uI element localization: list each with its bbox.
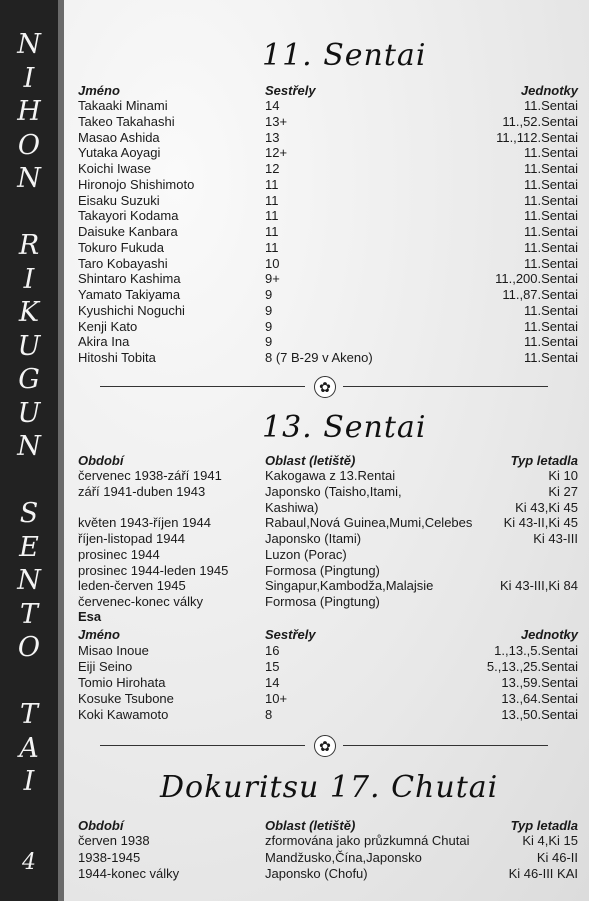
flower-ornament-icon: ✿: [314, 735, 336, 757]
table-cell-name: Misao Inoue: [78, 643, 149, 658]
sidebar-letter: U: [17, 397, 41, 429]
sidebar-letter: H: [17, 96, 41, 127]
table-cell-kills: 9+: [265, 271, 280, 287]
table-cell-units: 11.,200.Sentai: [495, 271, 578, 287]
aces-header-kills: Sestřely: [265, 627, 316, 642]
table-cell-units: 11.Sentai: [524, 145, 578, 161]
sidebar-letter: I: [23, 62, 35, 94]
table-cell-period: červen 1938: [78, 833, 150, 848]
table-cell-units: 11.,52.Sentai: [502, 113, 578, 129]
table-cell-period: prosinec 1944: [78, 546, 160, 562]
table-cell-name: Eiji Seino: [78, 659, 133, 674]
table-cell-area: Formosa (Pingtung): [265, 562, 380, 578]
table-cell-type: Ki 43,Ki 45: [515, 499, 578, 515]
table-cell-units: 13.,59.Sentai: [501, 675, 578, 690]
table-cell-units: 11.Sentai: [524, 161, 578, 176]
header-period: Období: [78, 818, 124, 833]
table-cell-name: Masao Ashida: [78, 129, 160, 145]
table-cell-period: červenec-konec války: [78, 594, 203, 609]
table-cell-kills: 11: [265, 176, 279, 192]
table-cell-kills: 10: [265, 255, 280, 271]
table-cell-period: červenec 1938-září 1941: [78, 468, 222, 483]
aces-label: Esa: [78, 609, 102, 624]
table-cell-period: září 1941-duben 1943: [78, 483, 206, 499]
table-cell-units: 11.Sentai: [524, 98, 578, 113]
sidebar-letter: N: [17, 29, 41, 60]
sidebar-letter: N: [17, 163, 41, 194]
table-cell-area: Rabaul,Nová Guinea,Mumi,Celebes: [265, 515, 473, 531]
header-area: Oblast (letiště): [265, 818, 356, 833]
divider-line: [100, 745, 305, 746]
table-cell-units: 11.Sentai: [524, 350, 578, 365]
table-cell-name: Kosuke Tsubone: [78, 691, 174, 706]
table-cell-type: Ki 4,Ki 15: [522, 833, 578, 848]
table-cell-units: 5.,13.,25.Sentai: [486, 659, 578, 674]
table-cell-units: 11.,112.Sentai: [496, 129, 578, 145]
table-cell-name: Daisuke Kanbara: [78, 224, 178, 239]
table-cell-units: 11.Sentai: [524, 208, 578, 224]
table-cell-area: Formosa (Pingtung): [265, 594, 380, 609]
table-cell-area: Singapur,Kambodža,Malajsie: [265, 578, 434, 594]
header-units: Jednotky: [520, 83, 578, 98]
table-cell-name: Yutaka Aoyagi: [78, 145, 161, 161]
table-cell-area: Luzon (Porac): [265, 546, 347, 562]
table-cell-area: Kashiwa): [265, 499, 319, 515]
table-cell-area: Mandžusko,Čína,Japonsko: [265, 849, 422, 865]
table-cell-kills: 9: [265, 302, 273, 318]
table-cell-kills: 16: [265, 643, 280, 658]
table-cell-kills: 14: [265, 98, 280, 113]
section-title-13-sentai: 13. Sentai: [262, 410, 427, 445]
sidebar-letter: U: [17, 330, 41, 362]
table-cell-period: 1938-1945: [78, 849, 141, 865]
table-cell-name: Hironojo Shishimoto: [78, 176, 195, 192]
table-cell-type: Ki 43-III: [533, 531, 578, 546]
table-cell-kills: 12+: [265, 145, 288, 161]
table-cell-type: Ki 46-III KAI: [508, 866, 578, 881]
table-cell-name: Kyushichi Noguchi: [78, 302, 185, 318]
table-cell-period: květen 1943-říjen 1944: [78, 515, 211, 531]
sidebar-letter: O: [17, 632, 41, 663]
sidebar-letter: T: [19, 598, 38, 630]
table-cell-name: Tomio Hirohata: [78, 675, 166, 690]
flower-ornament-icon: ✿: [314, 376, 336, 398]
aces-header-units: Jednotky: [520, 627, 578, 642]
divider-line: [100, 386, 305, 387]
table-cell-name: Shintaro Kashima: [78, 271, 181, 287]
page-number: 4: [22, 850, 36, 875]
table-cell-kills: 8: [265, 707, 273, 722]
table-cell-units: 13.,64.Sentai: [501, 691, 578, 706]
header-type: Typ letadla: [510, 818, 578, 833]
table-cell-kills: 11: [265, 239, 279, 255]
aces-header-name: Jméno: [78, 627, 120, 642]
table-cell-kills: 13+: [265, 113, 288, 129]
section-title-dokuritsu-17-chutai: Dokuritsu 17. Chutai: [160, 770, 499, 805]
sidebar-letter: I: [23, 263, 35, 295]
sidebar-letter: K: [18, 297, 40, 328]
table-cell-kills: 14: [265, 675, 280, 690]
table-cell-units: 13.,50.Sentai: [501, 707, 578, 722]
table-cell-name: Hitoshi Tobita: [78, 350, 156, 365]
table-cell-type: Ki 10: [548, 468, 578, 483]
sidebar-banner: [0, 0, 64, 901]
table-cell-units: 11.,87.Sentai: [502, 287, 578, 302]
table-cell-type: Ki 43-III,Ki 84: [499, 578, 578, 594]
divider-line: [343, 386, 548, 387]
table-cell-kills: 10+: [265, 691, 288, 706]
table-cell-type: Ki 27: [548, 483, 578, 499]
table-cell-area: Kakogawa z 13.Rentai: [265, 468, 396, 483]
table-cell-area: Japonsko (Itami): [265, 531, 362, 546]
table-cell-period: 1944-konec války: [78, 866, 180, 881]
sidebar-letter: S: [19, 498, 39, 529]
table-cell-period: prosinec 1944-leden 1945: [78, 562, 229, 578]
table-cell-kills: 15: [265, 659, 280, 674]
table-cell-name: Taro Kobayashi: [78, 255, 168, 271]
sidebar-letter: O: [17, 129, 41, 161]
table-cell-units: 11.Sentai: [524, 302, 578, 318]
table-cell-name: Kenji Kato: [78, 318, 138, 334]
header-period: Období: [78, 453, 124, 468]
table-cell-units: 11.Sentai: [524, 334, 578, 350]
sidebar-letter: T: [19, 699, 38, 730]
table-cell-name: Akira Ina: [78, 334, 130, 350]
sidebar-letter: G: [18, 364, 40, 395]
table-cell-kills: 9: [265, 318, 273, 334]
table-cell-units: 11.Sentai: [524, 239, 578, 255]
divider-line: [343, 745, 548, 746]
table-cell-period: leden-červen 1945: [78, 578, 186, 594]
table-cell-kills: 11: [265, 208, 279, 224]
table-cell-name: Koichi Iwase: [78, 161, 151, 176]
table-cell-units: 11.Sentai: [524, 176, 578, 192]
table-cell-area: Japonsko (Taisho,Itami,: [265, 483, 402, 499]
sidebar-letter: E: [19, 531, 39, 563]
sidebar-letter: A: [19, 732, 39, 764]
sidebar-edge: [58, 0, 64, 901]
table-cell-name: Takeo Takahashi: [78, 113, 175, 129]
table-cell-units: 1.,13.,5.Sentai: [494, 643, 578, 658]
table-cell-name: Eisaku Suzuki: [78, 192, 160, 208]
table-cell-kills: 11: [265, 224, 279, 239]
sidebar-letter: R: [18, 230, 40, 261]
table-cell-name: Takayori Kodama: [78, 208, 179, 224]
table-cell-area: zformována jako průzkumná Chutai: [265, 833, 470, 848]
sidebar-letter: I: [23, 766, 35, 797]
table-cell-name: Tokuro Fukuda: [78, 239, 164, 255]
sidebar-letter: N: [17, 431, 41, 462]
section-title-11-sentai: 11. Sentai: [262, 38, 427, 73]
table-cell-units: 11.Sentai: [524, 318, 578, 334]
table-cell-period: říjen-listopad 1944: [78, 531, 185, 546]
table-cell-name: Yamato Takiyama: [78, 287, 181, 302]
table-cell-units: 11.Sentai: [524, 224, 578, 239]
table-cell-units: 11.Sentai: [524, 192, 578, 208]
header-name: Jméno: [78, 83, 120, 98]
table-cell-kills: 13: [265, 129, 280, 145]
table-cell-type: Ki 46-II: [536, 849, 578, 865]
table-cell-units: 11.Sentai: [524, 255, 578, 271]
header-type: Typ letadla: [510, 453, 578, 468]
table-cell-kills: 9: [265, 334, 273, 350]
header-kills: Sestřely: [265, 83, 316, 98]
table-cell-kills: 8 (7 B-29 v Akeno): [265, 350, 373, 365]
table-cell-type: Ki 43-II,Ki 45: [503, 515, 578, 531]
table-cell-kills: 9: [265, 287, 273, 302]
table-cell-kills: 11: [265, 192, 279, 208]
table-cell-name: Koki Kawamoto: [78, 707, 169, 722]
table-cell-area: Japonsko (Chofu): [265, 866, 368, 881]
table-cell-kills: 12: [265, 161, 280, 176]
header-area: Oblast (letiště): [265, 453, 356, 468]
sidebar-letter: N: [17, 565, 41, 596]
table-cell-name: Takaaki Minami: [78, 98, 168, 113]
